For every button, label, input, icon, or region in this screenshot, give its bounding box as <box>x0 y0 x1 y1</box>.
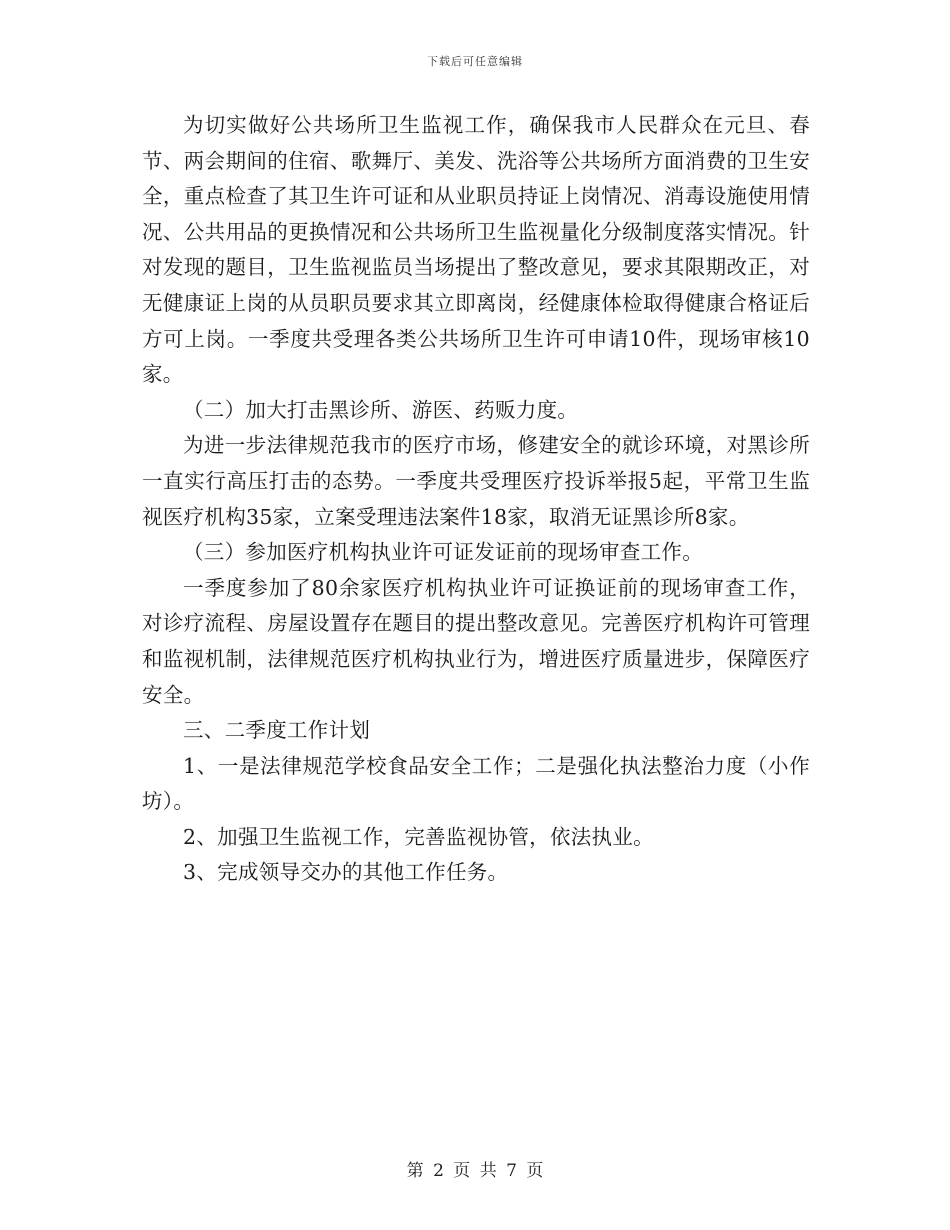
document-body <box>142 108 810 891</box>
section-heading-q2-plan: 三、二季度工作计划 <box>183 718 371 743</box>
plan-item-1: 1、一是法律规范学校食品安全工作；二是强化执法整治力度（小作坊）。 <box>142 753 810 814</box>
section-heading-license-review: （三）参加医疗机构执业许可证发证前的现场审查工作。 <box>183 540 703 565</box>
plan-item-3: 3、完成领导交办的其他工作任务。 <box>183 860 509 885</box>
paragraph-public-places: 为切实做好公共场所卫生监视工作，确保我市人民群众在元旦、春节、两会期间的住宿、歌舞厅、美发、洗浴等公共场所方面消费的卫生安全，重点检查了其卫生许可证和从业职员持证上岗情况、消毒设施使用情况、公共用品的更换情况和公共场所卫生监视量化分级制度落实情况。针对发现的题目，卫生监视监员当场提出了整改意见，要求其限期改正，对无健康证上岗的从员职员要求其立即离岗，经健康体检取得健康合格证后方可上岗。一季度共受理各类公共场所卫生许可申请10件，现场审核10家。 <box>142 113 810 387</box>
page-header: 下载后可任意编辑 <box>427 55 523 68</box>
paragraph-illegal-clinics: 为进一步法律规范我市的医疗市场，修建安全的就诊环境，对黑诊所一直实行高压打击的态势。一季度共受理医疗投诉举报5起，平常卫生监视医疗机构35家，立案受理违法案件18家，取消无证黑诊所8家。 <box>142 433 810 529</box>
section-heading-illegal-clinics: （二）加大打击黑诊所、游医、药贩力度。 <box>183 397 579 422</box>
page-number: 第 2 页 共 7 页 <box>406 1161 544 1181</box>
paragraph-license-review: 一季度参加了80余家医疗机构执业许可证换证前的现场审查工作，对诊疗流程、房屋设置存在题目的提出整改意见。完善医疗机构许可管理和监视机制，法律规范医疗机构执业行为，增进医疗质量进步，保障医疗安全。 <box>142 575 810 707</box>
plan-item-2: 2、加强卫生监视工作，完善监视协管，依法执业。 <box>183 824 654 849</box>
